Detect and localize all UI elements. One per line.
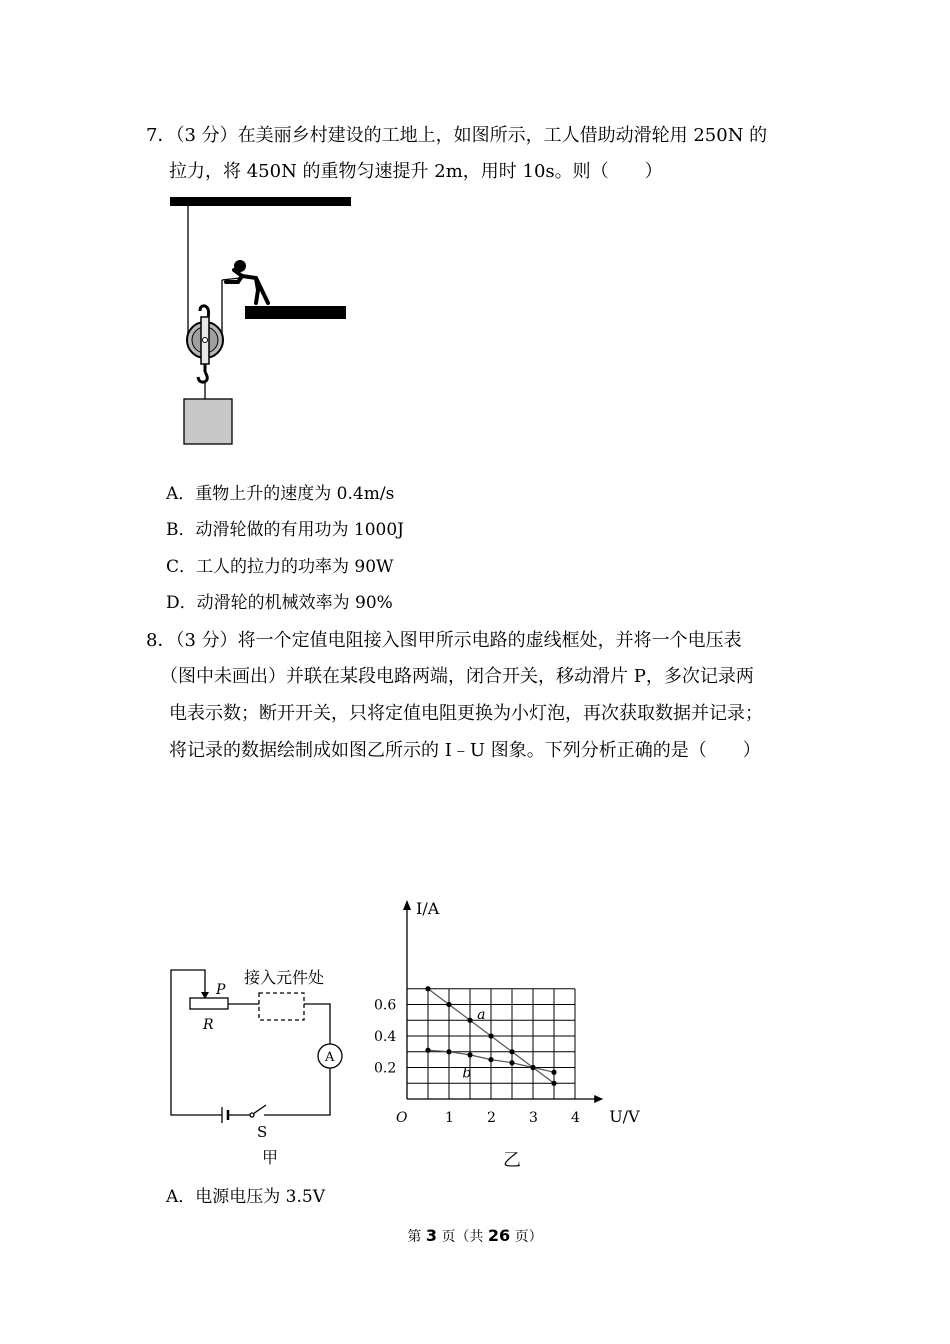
x-axis-label: U/V xyxy=(609,1107,640,1126)
q8-line-4: 将记录的数据绘制成如图乙所示的 I﹣U 图象。下列分析正确的是（ ） xyxy=(169,740,761,761)
q7-option-a: A．重物上升的速度为 0.4m/s xyxy=(166,484,395,504)
q8-line-2: （图中未画出）并联在某段电路两端，闭合开关，移动滑片 P，多次记录两 xyxy=(160,666,754,687)
chart-labels xyxy=(374,899,640,1126)
x-axis-arrow-icon xyxy=(594,1095,603,1103)
data-point-b xyxy=(530,1065,535,1070)
q8-text-1: （3 分）将一个定值电阻接入图甲所示电路的虚线框处，并将一个电压表 xyxy=(175,630,742,651)
footer-page: 3 xyxy=(425,1226,437,1245)
y-tick-label: 0.4 xyxy=(374,1029,397,1045)
data-point-a xyxy=(488,1033,493,1038)
q7-text-1: （3 分）在美丽乡村建设的工地上，如图所示，工人借助动滑轮用 250N 的 xyxy=(175,125,768,146)
q7-line-1 xyxy=(146,124,767,148)
page-footer xyxy=(0,1226,950,1247)
origin-label: O xyxy=(396,1110,408,1126)
worker-platform xyxy=(245,306,346,319)
data-point-b xyxy=(467,1052,472,1057)
pulley-figure xyxy=(160,190,360,452)
q8-line-3: 电表示数；断开开关，只将定值电阻更换为小灯泡，再次获取数据并记录； xyxy=(169,703,763,724)
data-point-a xyxy=(467,1018,472,1023)
component-box xyxy=(259,993,304,1020)
q7-option-d: D．动滑轮的机械效率为 90% xyxy=(166,593,393,613)
q8-option-a: A．电源电压为 3.5V xyxy=(166,1187,325,1207)
data-point-b xyxy=(509,1060,514,1065)
lower-hook-icon xyxy=(198,372,207,382)
worker-body xyxy=(226,270,268,303)
chart-grid xyxy=(407,989,575,1099)
data-point-b xyxy=(425,1048,430,1053)
footer-suffix: 页） xyxy=(514,1229,543,1245)
circuit-figure xyxy=(160,960,360,1170)
q7-option-b: B．动滑轮做的有用功为 1000J xyxy=(166,520,404,540)
footer-prefix: 第 xyxy=(407,1229,422,1245)
y-axis-label: I/A xyxy=(416,899,440,918)
q7-number: 7． xyxy=(146,125,176,146)
data-point-b xyxy=(446,1049,451,1054)
circuit-caption: 甲 xyxy=(262,1148,279,1167)
upper-hook-icon xyxy=(200,306,209,318)
box-label: 接入元件处 xyxy=(244,968,325,987)
slider-label: P xyxy=(216,982,226,998)
data-point-a xyxy=(551,1081,556,1086)
data-point-a xyxy=(425,986,430,991)
x-tick-label: 2 xyxy=(487,1110,496,1126)
data-point-a xyxy=(446,1002,451,1007)
iu-graph xyxy=(360,890,660,1180)
q7-option-c: C．工人的拉力的功率为 90W xyxy=(166,557,394,577)
graph-caption: 乙 xyxy=(503,1150,521,1171)
resistor xyxy=(190,998,228,1009)
resistor-label: R xyxy=(203,1017,214,1033)
chart-axes xyxy=(403,900,603,1103)
series-label-b: b xyxy=(462,1065,472,1082)
x-tick-label: 3 xyxy=(529,1110,538,1126)
switch-blade xyxy=(253,1105,266,1114)
data-point-b xyxy=(488,1057,493,1062)
data-point-a xyxy=(509,1049,514,1054)
weight-block xyxy=(184,399,232,444)
footer-middle: 页（共 xyxy=(441,1229,484,1245)
y-tick-label: 0.2 xyxy=(374,1060,397,1077)
q8-number: 8． xyxy=(146,630,176,651)
x-tick-label: 1 xyxy=(445,1110,454,1126)
ceiling-beam xyxy=(170,197,351,206)
q8-line-1 xyxy=(146,629,742,653)
x-tick-label: 4 xyxy=(571,1110,580,1126)
switch-label: S xyxy=(257,1123,268,1141)
footer-total: 26 xyxy=(487,1226,511,1245)
q7-line-2: 拉力，将 450N 的重物匀速提升 2m，用时 10s。则（ ） xyxy=(169,161,663,182)
y-tick-label: 0.6 xyxy=(374,997,397,1014)
data-point-b xyxy=(551,1070,556,1075)
y-axis-arrow-icon xyxy=(403,900,411,910)
series-label-a: a xyxy=(477,1007,486,1024)
ammeter-label: A xyxy=(325,1050,335,1065)
